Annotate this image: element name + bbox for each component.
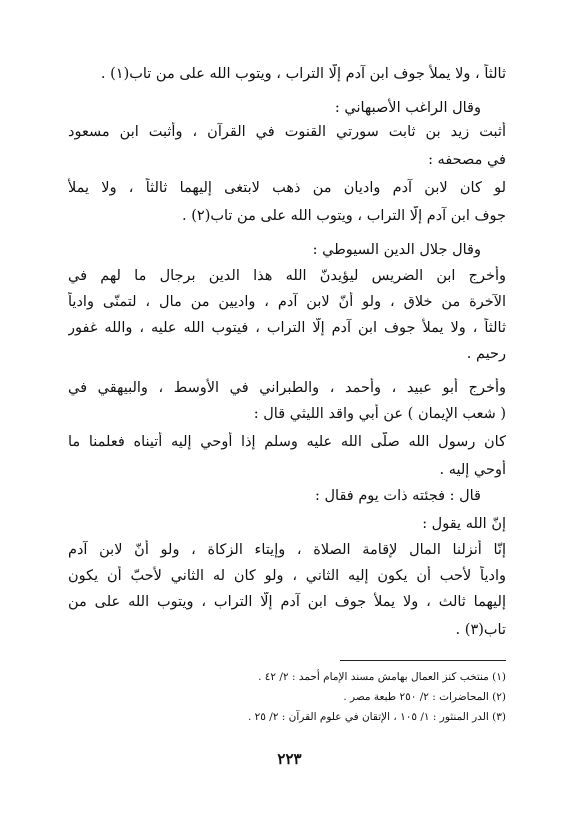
text-line: ثالثاً ، ولا يملأ جوف ابن آدم إلّا التراب ، فيتوب الله عليه ، والله غفور <box>68 320 506 336</box>
text-line: قال : فجئته ذات يوم فقال : <box>315 488 481 504</box>
text-line: وادياً لأحب أن يكون إليه الثاني ، ولو كان له الثاني لأحبّ أن يكون <box>68 568 506 584</box>
page-number: ٢٢٣ <box>277 750 302 768</box>
text-line: تاب(٣) . <box>455 622 506 638</box>
text-line: أوحي إليه . <box>439 462 506 478</box>
text-line: وقال الراغب الأصبهاني : <box>334 100 481 116</box>
text-line: أثبت زيد بن ثابت سورتي القنوت في القرآن ، وأثبت ابن مسعود <box>68 124 506 140</box>
text-line: كان رسول الله صلّى الله عليه وسلم إذا أوحي إليه أتيناه فعلمنا ما <box>68 434 506 450</box>
text-line: لو كان لابن آدم واديان من ذهب لابتغى إليهما ثالثاً ، ولا يملأ <box>68 180 506 196</box>
text-line: إنّا أنزلنا المال لإقامة الصلاة ، وإيتاء الزكاة ، ولو أنّ لابن آدم <box>68 542 506 558</box>
text-line: وأخرج أبو عبيد ، وأحمد ، والطبراني في الأوسط ، والبيهقي في <box>68 380 506 396</box>
text-line: في مصحفه : <box>428 152 506 168</box>
text-line: ( شعب الإيمان ) عن أبي واقد الليثي قال : <box>253 406 506 422</box>
text-line: ثالثاً ، ولا يملأ جوف ابن آدم إلّا التراب ، ويتوب الله على من تاب(١) . <box>100 66 506 82</box>
text-line: جوف ابن آدم إلّا التراب ، ويتوب الله على من تاب(٢) . <box>182 208 506 224</box>
text-line: وقال جلال الدين السيوطي : <box>312 242 481 258</box>
footnote: (١) منتخب كنز العمال بهامش مسند الإمام أحمد : ٢/ ٤٢ . <box>258 671 506 683</box>
text-line: إنّ الله يقول : <box>422 516 506 532</box>
text-line: رحيم . <box>466 346 506 362</box>
text-line: وأخرج ابن الضريس ليؤيدنّ الله هذا الدين برجال ما لهم في <box>68 268 506 284</box>
footnote: (٢) المحاضرات : ٢/ ٢٥٠ طبعة مصر . <box>343 691 506 703</box>
text-line: الآخرة من خلاق ، ولو أنّ لابن آدم ، واديين من مال ، لتمنّى وادياً <box>68 294 506 310</box>
footnote: (٣) الدر المنثور : ١/ ١٠٥ ، الإتقان في علوم القرآن : ٢/ ٢٥ . <box>247 711 506 723</box>
text-line: إليهما ثالث ، ولا يملأ جوف ابن آدم إلّا التراب ، ويتوب الله على من <box>68 594 506 610</box>
footnote-divider <box>340 660 506 661</box>
